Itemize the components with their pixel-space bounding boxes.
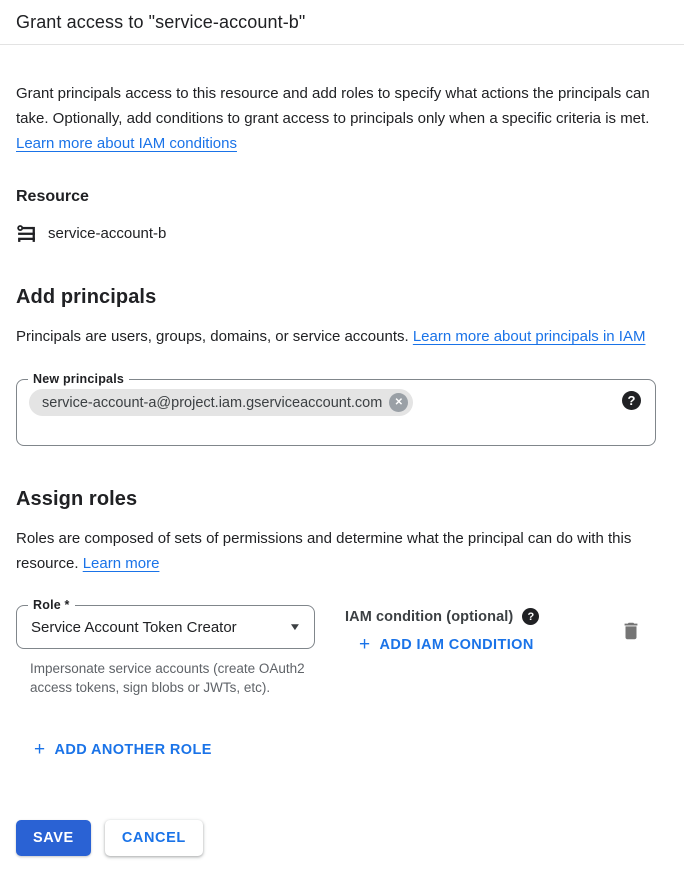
role-select-label: Role * <box>28 597 75 613</box>
iam-conditions-learn-more-link[interactable]: Learn more about IAM conditions <box>16 135 237 152</box>
role-row <box>16 598 656 697</box>
chevron-down-icon: ▼ <box>288 621 302 633</box>
roles-learn-more-link[interactable]: Learn more <box>82 555 160 572</box>
new-principals-input[interactable] <box>16 372 656 446</box>
role-column <box>16 598 315 697</box>
iam-condition-label: IAM condition (optional) <box>345 608 514 625</box>
principal-chip[interactable] <box>29 389 413 416</box>
iam-condition-label-row <box>345 608 618 625</box>
cancel-button[interactable]: CANCEL <box>105 820 203 856</box>
resource-name: service-account-b <box>48 225 167 242</box>
add-iam-condition-button[interactable] <box>355 633 538 657</box>
add-another-role-label: ADD ANOTHER ROLE <box>54 742 212 758</box>
intro-paragraph <box>16 81 656 156</box>
plus-icon: + <box>34 739 46 760</box>
add-principals-text: Principals are users, groups, domains, or service accounts. <box>16 328 413 345</box>
principals-help-icon[interactable]: ? <box>622 391 641 410</box>
iam-condition-help-icon[interactable]: ? <box>522 608 539 625</box>
dialog-title: Grant access to "service-account-b" <box>16 12 306 32</box>
delete-role-column <box>618 605 644 647</box>
plus-icon: + <box>359 634 371 655</box>
add-iam-condition-label: ADD IAM CONDITION <box>379 637 534 653</box>
resource-heading: Resource <box>16 188 89 205</box>
trash-icon <box>620 620 642 642</box>
save-button[interactable]: SAVE <box>16 820 91 856</box>
intro-text: Grant principals access to this resource and add roles to specify what actions the principals can take. Optionally, add conditions to grant access to principals only when a specific criteria is met. <box>16 85 650 127</box>
service-account-icon <box>16 223 37 244</box>
assign-roles-description <box>16 526 656 576</box>
dialog-content <box>0 81 684 896</box>
dialog-actions <box>16 820 656 856</box>
role-select-value: Service Account Token Creator <box>31 618 237 636</box>
assign-roles-heading: Assign roles <box>16 488 138 510</box>
role-select[interactable] <box>16 598 315 649</box>
add-another-role-button[interactable] <box>30 738 216 762</box>
resource-row <box>16 223 656 244</box>
dialog-header <box>0 0 684 45</box>
add-principals-heading: Add principals <box>16 286 157 308</box>
assign-roles-text: Roles are composed of sets of permissions and determine what the principal can do with this resource. <box>16 530 632 572</box>
principals-learn-more-link[interactable]: Learn more about principals in IAM <box>412 328 646 345</box>
new-principals-label: New principals <box>28 371 129 387</box>
iam-condition-column <box>345 605 618 657</box>
principal-chip-label: service-account-a@project.iam.gserviceaccount.com <box>42 394 383 411</box>
role-helper-text: Impersonate service accounts (create OAuth2 access tokens, sign blobs or JWTs, etc). <box>30 661 305 695</box>
delete-role-button[interactable] <box>618 618 644 647</box>
add-principals-description <box>16 324 656 349</box>
chip-close-icon[interactable]: ✕ <box>389 393 408 412</box>
